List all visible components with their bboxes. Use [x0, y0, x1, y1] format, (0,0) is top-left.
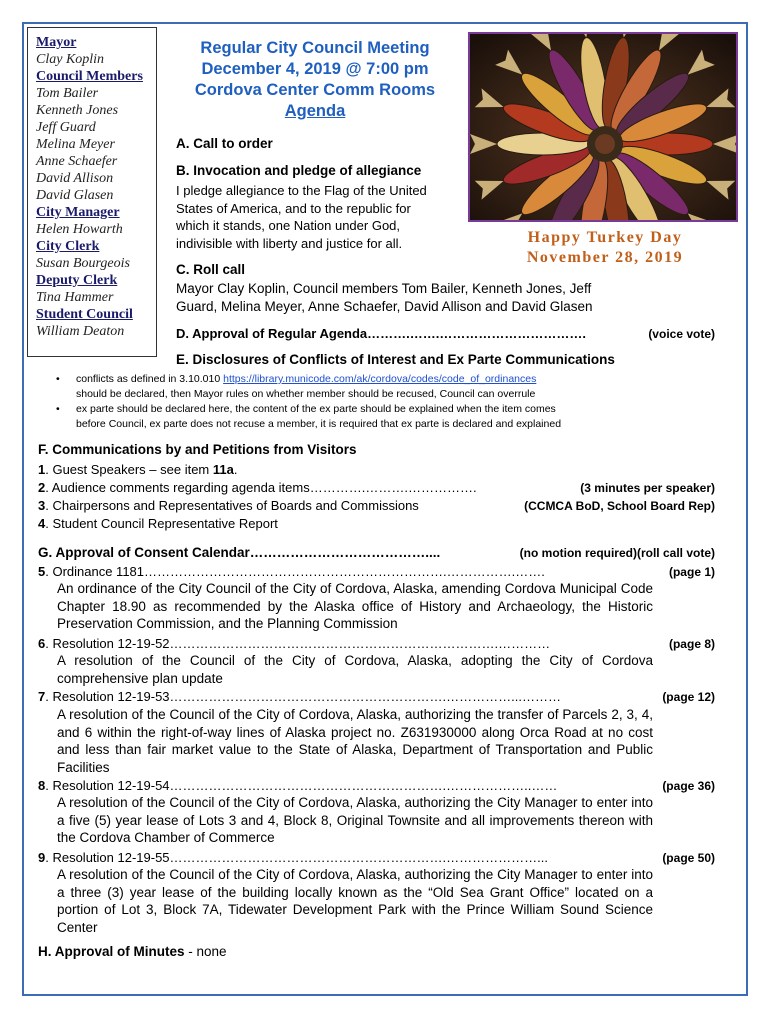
municode-link[interactable]: https://library.municode.com/ak/cordova/codes/code_of_ordinances: [223, 373, 537, 385]
section-h-title: H. Approval of Minutes: [38, 944, 185, 959]
council-heading: Council Members: [36, 69, 143, 84]
council-member: Anne Schaefer: [36, 154, 118, 169]
item-page: (page 36): [662, 779, 715, 793]
item-text: . Chairpersons and Representatives of Boards and Commissions: [45, 498, 419, 513]
item-number: 1: [38, 462, 46, 477]
meeting-title: Regular City Council Meeting: [200, 39, 430, 57]
city-manager-heading: City Manager: [36, 205, 120, 220]
section-a: A. Call to order: [176, 136, 273, 151]
council-member: David Allison: [36, 171, 114, 186]
section-h: [38, 944, 227, 959]
item-number: 8: [38, 778, 46, 793]
section-e: E. Disclosures of Conflicts of Interest and Ex Parte Communications: [176, 352, 615, 367]
item-number: 7: [38, 689, 46, 704]
roll-call-line: Guard, Melina Meyer, Anne Schaefer, David Allison and David Glasen: [176, 298, 593, 314]
bullet-text: before Council, ex parte does not recuse a member, it is required that ex parte is declared and explained: [76, 418, 562, 430]
student-council-name: William Deaton: [36, 324, 125, 339]
item-punct: .: [233, 462, 238, 477]
item-title: . Resolution 12-19-52………………………………………………………………….…………: [45, 636, 551, 651]
item-number: 3: [38, 498, 46, 513]
pledge-line: indivisible with liberty and justice for all.: [176, 235, 403, 251]
item-text: . Audience comments regarding agenda items………….……….…………….: [45, 480, 477, 495]
section-h-note: - none: [184, 944, 227, 959]
item-description: A resolution of the Council of the City of Cordova, Alaska, authorizing the transfer of Parcels 2, 3, 4, and 6 within the right-of-way lines of Alaska project no. Z631930000 along Orca Road at no cost and less than fair market value to the State of Alaska, Department of Transportation and Public Facilities: [57, 707, 653, 775]
item-number: 4: [38, 516, 46, 531]
council-member: Melina Meyer: [36, 137, 115, 152]
item-title: . Resolution 12-19-55……………………………………………………….…………………...: [45, 850, 548, 865]
item-number: 9: [38, 850, 46, 865]
f-item-3: [38, 497, 715, 515]
item-title: . Resolution 12-19-53……………………………………………………….……………...………: [45, 689, 561, 704]
council-member: Tom Bailer: [36, 86, 99, 101]
pledge-line: which it stands, one Nation under God,: [176, 218, 401, 234]
pledge-line: States of America, and to the republic for: [176, 200, 411, 216]
meeting-location: Cordova Center Comm Rooms: [194, 81, 436, 99]
consent-item-7: [38, 688, 715, 706]
item-note: (3 minutes per speaker): [580, 481, 715, 495]
item-ref: 11a: [212, 462, 234, 477]
council-member: David Glasen: [36, 188, 114, 203]
consent-item-9: [38, 849, 715, 867]
bullet-icon: •: [56, 373, 60, 385]
meeting-header: [165, 38, 465, 122]
roll-call-text: [176, 280, 656, 315]
indian-corn-photo: [468, 32, 738, 222]
item-text: . Guest Speakers – see item: [45, 462, 213, 477]
disclosure-bullets: [56, 372, 670, 432]
item-page: (page 50): [662, 851, 715, 865]
item-page: (page 12): [662, 690, 715, 704]
agenda-title: Agenda: [284, 102, 346, 120]
section-b: B. Invocation and pledge of allegiance: [176, 163, 422, 178]
bullet-text: conflicts as defined in 3.10.010: [76, 373, 221, 385]
pledge-line: I pledge allegiance to the Flag of the United: [176, 183, 427, 198]
section-f: F. Communications by and Petitions from Visitors: [38, 442, 357, 457]
deputy-clerk-name: Tina Hammer: [36, 290, 114, 305]
turkey-day-banner: [500, 228, 710, 268]
section-g-note: (no motion required)(roll call vote): [519, 546, 715, 560]
deputy-clerk-heading: Deputy Clerk: [36, 273, 118, 288]
city-manager-name: Helen Howarth: [36, 222, 123, 237]
item-page: (page 8): [668, 637, 715, 651]
bullet-conflicts: [56, 372, 670, 387]
f-item-1: [38, 461, 715, 479]
item-title: . Resolution 12-19-54……………………………………………………….………………..……: [45, 778, 558, 793]
student-council-heading: Student Council: [36, 307, 133, 322]
bullet-icon: •: [56, 403, 60, 415]
consent-item-5: [38, 563, 715, 581]
bullet-text: ex parte should be declared here, the content of the ex parte should be explained when the item comes: [76, 403, 556, 415]
f-item-2: [38, 479, 715, 497]
mayor-heading: Mayor: [36, 35, 77, 50]
item-number: 6: [38, 636, 46, 651]
item-number: 5: [38, 564, 46, 579]
council-member: Jeff Guard: [36, 120, 96, 135]
council-member: Kenneth Jones: [36, 103, 119, 118]
meeting-date: December 4, 2019 @ 7:00 pm: [201, 60, 429, 78]
city-clerk-heading: City Clerk: [36, 239, 100, 254]
banner-line-2: November 28, 2019: [526, 249, 684, 266]
section-g: [38, 544, 715, 562]
item-description: A resolution of the Council of the City of Cordova, Alaska, adopting the City of Cordova comprehensive plan update: [57, 653, 653, 686]
banner-line-1: Happy Turkey Day: [527, 229, 683, 246]
section-d: [176, 325, 715, 343]
item-description: A resolution of the Council of the City of Cordova, Alaska, authorizing the City Manager to enter into a three (3) year lease of the building locally known as the “Old Sea Grant Office” located on a portion of Lot 3, Block 7A, Tidewater Development Park with the Prince William Sound Science Center: [57, 867, 653, 935]
item-text: . Student Council Representative Report: [45, 516, 278, 531]
item-page: (page 1): [668, 565, 715, 579]
item-title: . Ordinance 1181…………………………………………………………….…………….…….: [45, 564, 545, 579]
section-d-title: D. Approval of Regular Agenda……….…….…………………………….: [176, 326, 587, 341]
item-note: (CCMCA BoD, School Board Rep): [524, 499, 715, 513]
item-number: 2: [38, 480, 46, 495]
officials-sidebar: [27, 27, 157, 357]
item-description: A resolution of the Council of the City of Cordova, Alaska, authorizing the City Manager to enter into a five (5) year lease of Lots 3 and 4, Block 8, Original Townsite and all improvements thereon with the Cordova Chamber of Commerce: [57, 795, 653, 846]
section-c: C. Roll call: [176, 262, 246, 277]
consent-item-6: [38, 635, 715, 653]
consent-item-8: [38, 777, 715, 795]
bullet-ex-parte: [56, 402, 670, 417]
pledge-text: [176, 182, 476, 252]
bullet-text: should be declared, then Mayor rules on whether member should be recused, Council can overrule: [76, 388, 536, 400]
section-g-title: G. Approval of Consent Calendar…………………………………....: [38, 545, 441, 560]
mayor-name: Clay Koplin: [36, 52, 105, 67]
f-item-4: [38, 515, 715, 533]
roll-call-line: Mayor Clay Koplin, Council members Tom Bailer, Kenneth Jones, Jeff: [176, 281, 592, 296]
section-d-vote: (voice vote): [648, 327, 715, 341]
item-description: An ordinance of the City Council of the City of Cordova, Alaska, amending Cordova Municipal Code Chapter 18.90 as recommended by the Alaska office of History and Archaeology, the Historic Preservation Commission, and the Planning Commission: [57, 581, 653, 632]
city-clerk-name: Susan Bourgeois: [36, 256, 130, 271]
